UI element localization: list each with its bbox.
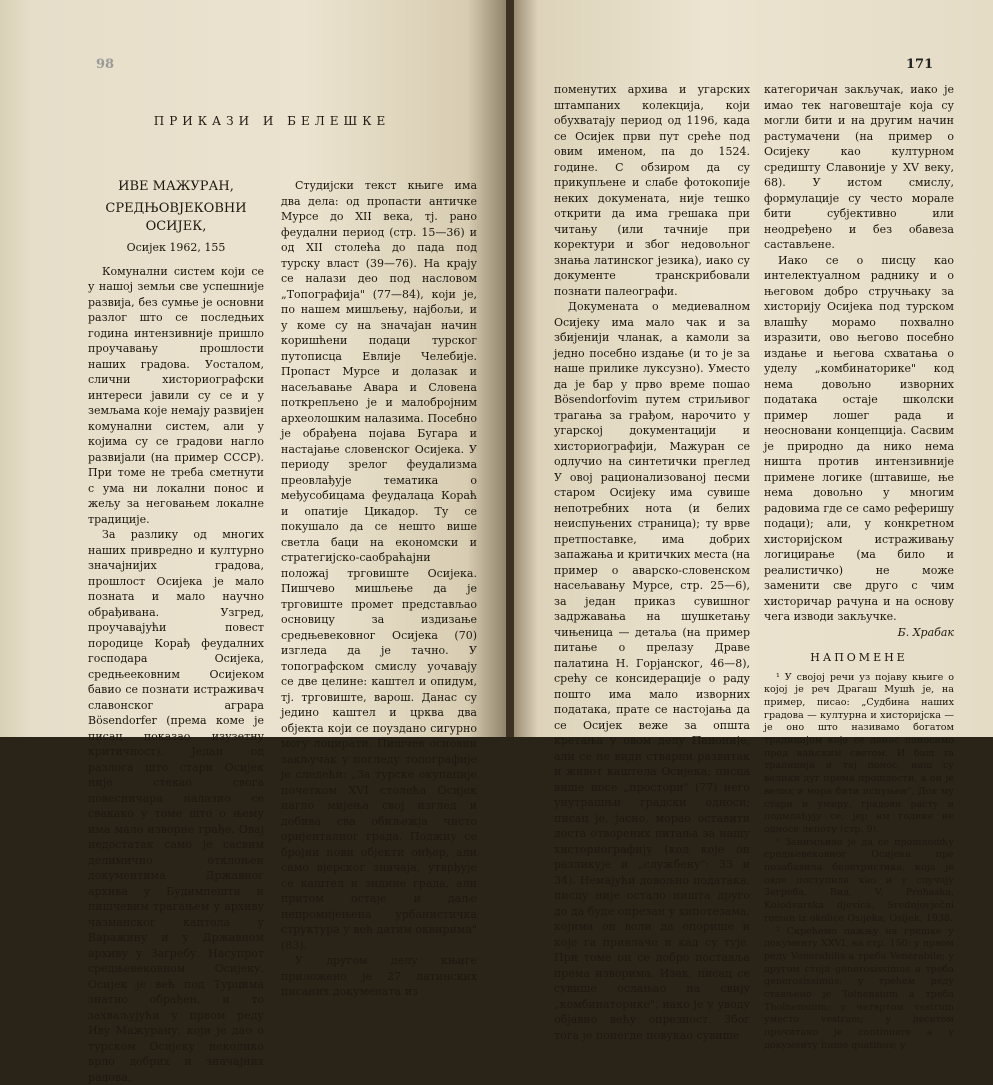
paragraph: поменутих архива и угарских штампаних колекција, који обухватају период од 1196, када се Осијек први пут среће под овим именом, па до 1524. године. С обзиром да су прикупљене и слабе фотокопије неких докумената, није тешко открити да има грешака при читању (или тачније при коректури и због недовољног знања латинског језика), иако су документе транскрибовали познати палеографи.: [554, 83, 750, 298]
paragraph: Студијски текст књиге има два дела: од пропасти античке Мурсе до XII века, тј. рано феудални период (стр. 15—36) и од XII столећа до пада под турску власт (39—76). На крају се налази део под насловом „Топографија" (77—84), који је, по нашем мишљењу, најбољи, и у коме су на значајан начин коришћени подаци турског путописца Евлије Челебије. Пропаст Мурсе и долазак и насељавање Авара и Словена поткрепљено је и малобројним археолошким налазима. Посебно је обрађена појава Бугара и настајање словенског Осијека. У периоду зрелог феудализма преовлађује тематика о међусобицама феудалаца Кораћ и опатије Цикадор. Ту се покушало да се нешто више светла баци на економски и стратегијско-саобраћајни положај трговиште Осијека. Пишчево мишљење да је трговиште промет представљао основицу за издизање средњевековног Осијека (70) изгледа да је тачно. У топографском смислу уочавају се две целине: каштел и опидум, тј. трговиште, варош. Данас су једино каштел и црква два објекта који се поуздано сигурно могу лоцирати. Пишчев основни закључак у погледу топографије је следећи: „За турске окупације почетком XVI столећа Осијек нагло мијења свој изглед и добива сва обиљежја чисто оријенталног града. Поджиу се бројни нови објекти онђер, али само вјерског значаја, утврђује се каштел и зидине града, али притом остаје и даље непромијењена урбанистичка структура у већ датим оквирима" (83).: [281, 179, 477, 952]
paragraph: категоричан закључак, иако је имао тек наговештаје која су могли бити и на другим начин растумачени (на пример о Осијеку као културном средишту Славоније у XV веку, 68). У истом смислу, формулације су често морале бити субјективно или неодређено и без обавеза састављене.: [764, 83, 954, 251]
notes-heading: НАПОМЕНЕ: [810, 651, 908, 664]
right-page-number: 171: [906, 57, 934, 72]
footnote: ³ Скрећемо пажњу на грешке у документу XXVI, на стр. 150: у првом реду Venerabilis а треба Venerabile; у другом стоји generosissimus а треба generosissimus; у трећем реду стављено је Tolnensium а треба Tholnensium; у четвртом vestrum уместо vestram; у десетом прочитано је continuere а у документу пише quatinus; у: [764, 925, 954, 1051]
footnotes: [764, 672, 954, 1053]
paragraph: У другом делу књиге приложено је 27 латинских писаних докумената из: [281, 954, 477, 998]
right-column-1: [554, 82, 750, 1043]
paragraph: Докумената о медиевалном Осијеку има мало чак и за збијенији чланак, а камоли за једно посебно издање (и то је за наше прилике луксузно). Уместо да је бар у прво време пошао Bösendorfovim путем стриљивог трагања за грађом, нарочито у угарској документацији и хисториографији, Мажуран се одлучио на синтетички преглед У овој рационализованој песми старом Осијеку има сувише непотребних нота (и белих неиспуњених страница); ту врве претпоставке, има добрих запажања и критичких места (на пример о аварско-словенском насељавању Мурсе, стр. 25—6), за један приказ сувишног задржавања на шушкетању чињеница — детаља (на пример питање о прелазу Драве палатина Н. Горјанског, 46—8), срећу се консидерације о раду пошто има мало изворних података, прате се настојања да се Осијек веже за општа кретања у овом делу Паноније, али се не види стварни развитак и живот каштела Осијека; писца више носе „простори" (77) него унутрашњи градски односи; писац је, јасно, морао оставити доста отворених питања за нашу хисториографију (код које он разликује и „службену": 33 и 34). Немајући довољно података, писцу није остало ништа друго до да буде опрезан у хипотезама, којима он воли да опорише и које га привлаче и кад су тује. При томе он се добро поставља према изворима. Изак, писац се сувише ослањао на свију „комбинаторике", иако је у уводу објавио већу опрезност. Због тога је понегде повукао сувише: [554, 300, 750, 1042]
right-column-2: [764, 82, 954, 1053]
section-heading: ПРИКАЗИ И БЕЛЕШКЕ: [153, 114, 391, 128]
right-page: [514, 0, 993, 1051]
review-author: ИВЕ МАЖУРАН,: [118, 179, 234, 194]
left-column-2: [281, 178, 477, 1000]
left-column-1: [88, 178, 264, 1085]
paragraph: Комунални систем који се у нашој земљи све успешније развија, без сумње је основни разлог што се последњих година интензивније пришло проучавању прошлости наших градова. Уосталом, слични хисториографски интереси јавили су се и у земљама које немају развијен комунални систем, али у којима су се градови нагло развијали (на пример СССР). При томе не треба сметнути с ума ни локални понос и жељу за неговањем локалне традиције.: [88, 264, 264, 526]
footnote: ² Занимљиво је да се прошлошћу средњевековног Осијека пре позабавила белетристика, која је овде поступила као и у случају Загреба. Вид. V. Prohaska, Kolodvarska djevica. Srednjovječni roman iz okolice Osijeka, Osijek, 1938.: [764, 836, 954, 924]
reviewer-signature: Б. Храбак: [897, 625, 954, 639]
footnote: ¹ У својој речи уз појаву књиге о којој је реч Драгаш Мушћ је, на пример, писао: „Судбина наших градова — културна и хисторијска — је оно што називамо богатом традицијом које се данас поносимо пред вањским светом. И баш та традиција и тај понос, наш су велики дуг према прошлости, а он је велик и мора бити испуњен". Док му стари и умиру, градови расту и подмлађују се, јер им године не односе лепоту (стр. 9).: [764, 671, 954, 835]
paragraph: За разлику од многих наших привредно и културно значајнијих градова, прошлост Осијека је мало позната и мало научно обрађивана. Узгред, проучавајући повест породице Корађ феудалних господара Осијека, средњеековним Осијеком бавио се познати истраживач славонског аграра Bösendorfer (према коме је писац показао изузетну критичност). Један од разлога што стари Осијек није стекао свога повесничара налазио се свакако у томе што о њему има мало изворне грађе. Овај недостатак само је сасвим делимично отклоњен документима Државног архива у Будимпешти и пишчевим трагањем у архиву чазманског каптола у Варажину и у Државном архиву у Загребу. Насупрот средњевековном Осијеку, Осијек је већ под Турцима знатно обрађен, и то захваљујући у првом реду Иву Мажурану, који је дао о турском Осијеку неколико врло добрих и значајних радова.: [88, 528, 264, 1084]
review-book-title: СРЕДЊОВЈЕКОВНИ ОСИЈЕК,: [105, 201, 247, 234]
paragraph: Иако се о писцу као интелектуалном раднику и о његовом добро стручњаку за хисторију Осијека под турском влашћу морамо похвално изразити, ово његово посебно издање и његова схватања о уделу „комбинаторике" код нема довољно изворних података остаје школски пример лошег рада и неосновани концепција. Сасвим је природно да нико нема ништа против интензивније примене логике (штавише, ње нема довољно у многим радовима где се само реферишу подаци); али, у конкретном хисторијском истраживању логицирање (ма било и реалистичко) не може заменити све друго с чим хисторичар рачуна и на основу чега изводи закључке.: [764, 253, 954, 623]
review-publication: Осијек 1962, 155: [126, 241, 226, 254]
left-page-number: 98: [96, 57, 115, 72]
